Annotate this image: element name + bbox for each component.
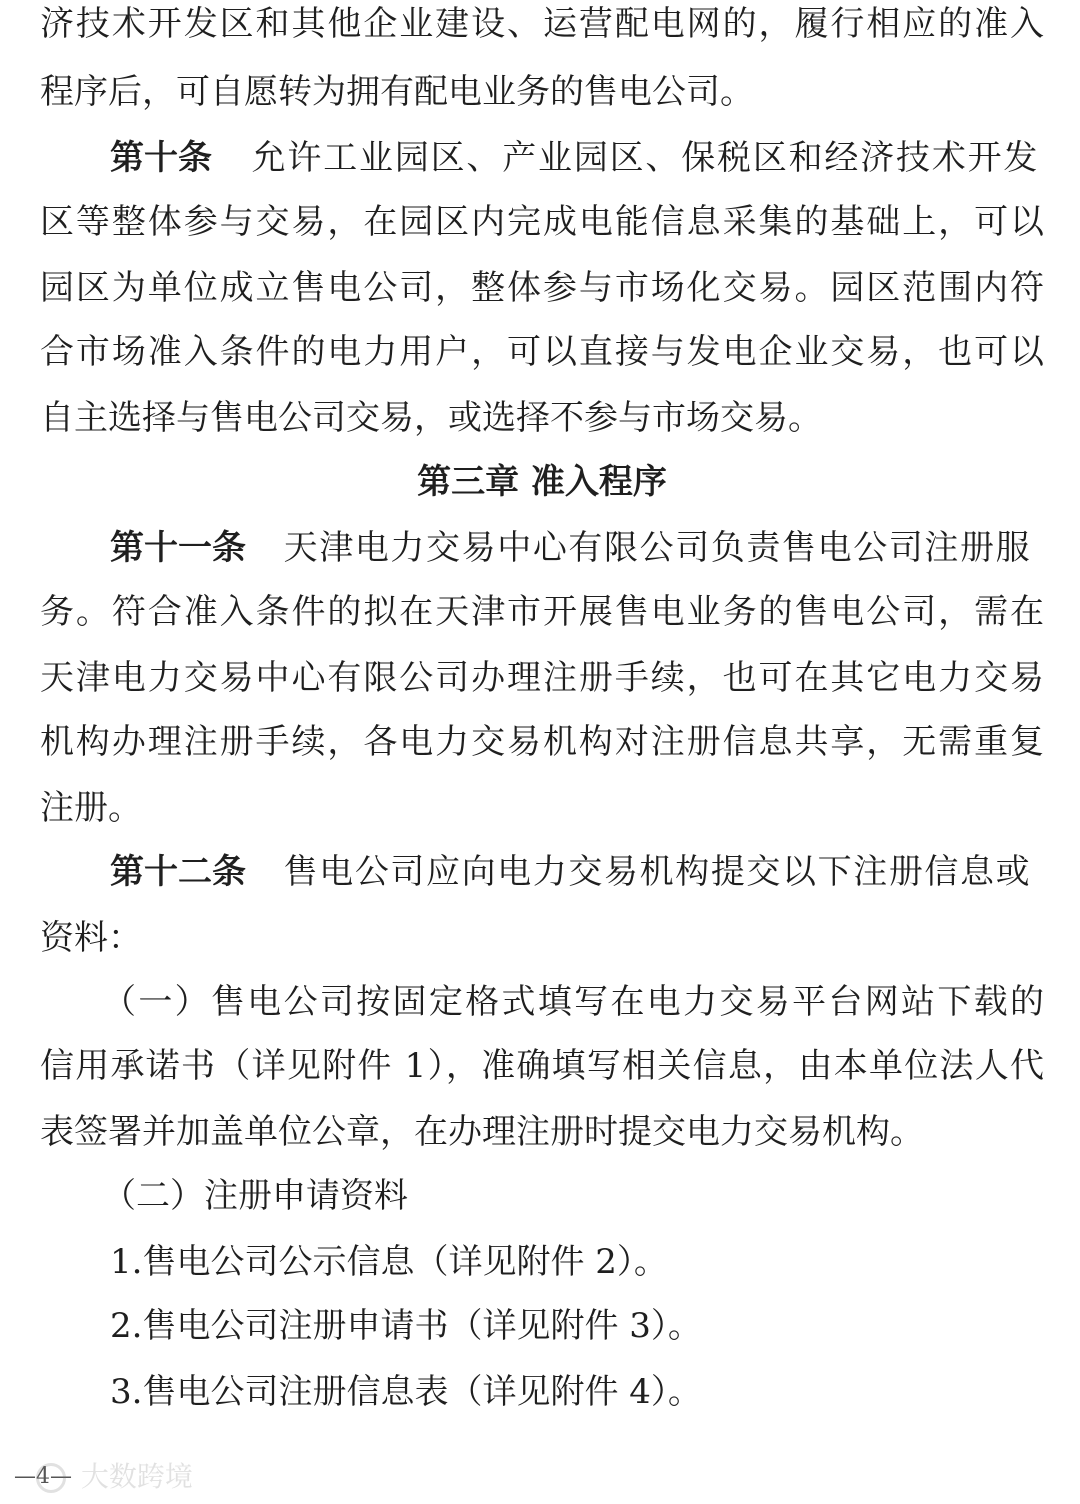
text-line: 2.售电公司注册申请书（详见附件 3）。 (110, 1306, 702, 1346)
text-line: 济技术开发区和其他企业建设、运营配电网的，履行相应的准入 (40, 4, 1044, 44)
text-line: 天津电力交易中心有限公司负责售电公司注册服 (283, 528, 1032, 568)
text-line: 合市场准入条件的电力用户，可以直接与发电企业交易，也可以 (40, 332, 1044, 372)
text-line: 允许工业园区、产业园区、保税区和经济技术开发 (251, 138, 1040, 178)
article-heading: 第十条 (110, 138, 212, 178)
text-line: 机构办理注册手续，各电力交易机构对注册信息共享，无需重复 (40, 722, 1044, 762)
text-line: 资料： (40, 918, 142, 958)
page-number: —4— (14, 1464, 72, 1489)
article-heading: 第十二条 (110, 852, 246, 892)
text-line: 自主选择与售电公司交易，或选择不参与市场交易。 (40, 398, 822, 438)
text-line: 区等整体参与交易，在园区内完成电能信息采集的基础上，可以 (40, 202, 1044, 242)
article-11 (110, 528, 1044, 568)
text-line: 3.售电公司注册信息表（详见附件 4）。 (110, 1372, 702, 1412)
text-line: 表签署并加盖单位公章，在办理注册时提交电力交易机构。 (40, 1112, 924, 1152)
text-line: 注册。 (40, 788, 142, 828)
article-12 (110, 852, 1044, 892)
text-line: 务。符合准入条件的拟在天津市开展售电业务的售电公司，需在 (40, 592, 1044, 632)
watermark (36, 1460, 193, 1494)
watermark-text: 大数跨境 (80, 1460, 193, 1493)
watermark-logo-icon (36, 1463, 66, 1493)
text-line: 信用承诺书（详见附件 1），准确填写相关信息，由本单位法人代 (40, 1046, 1044, 1086)
text-line: 园区为单位成立售电公司，整体参与市场化交易。园区范围内符 (40, 268, 1044, 308)
article-10 (110, 138, 1044, 178)
text-line: 售电公司应向电力交易机构提交以下注册信息或 (283, 852, 1032, 892)
text-line: 天津电力交易中心有限公司办理注册手续，也可在其它电力交易 (40, 658, 1044, 698)
text-line: 程序后，可自愿转为拥有配电业务的售电公司。 (40, 72, 754, 112)
article-heading: 第十一条 (110, 528, 246, 568)
text-line: （一）售电公司按固定格式填写在电力交易平台网站下载的 (102, 982, 1044, 1022)
chapter-title: 第三章 准入程序 (417, 462, 667, 502)
text-line: （二）注册申请资料 (102, 1176, 408, 1216)
text-line: 1.售电公司公示信息（详见附件 2）。 (110, 1242, 668, 1282)
